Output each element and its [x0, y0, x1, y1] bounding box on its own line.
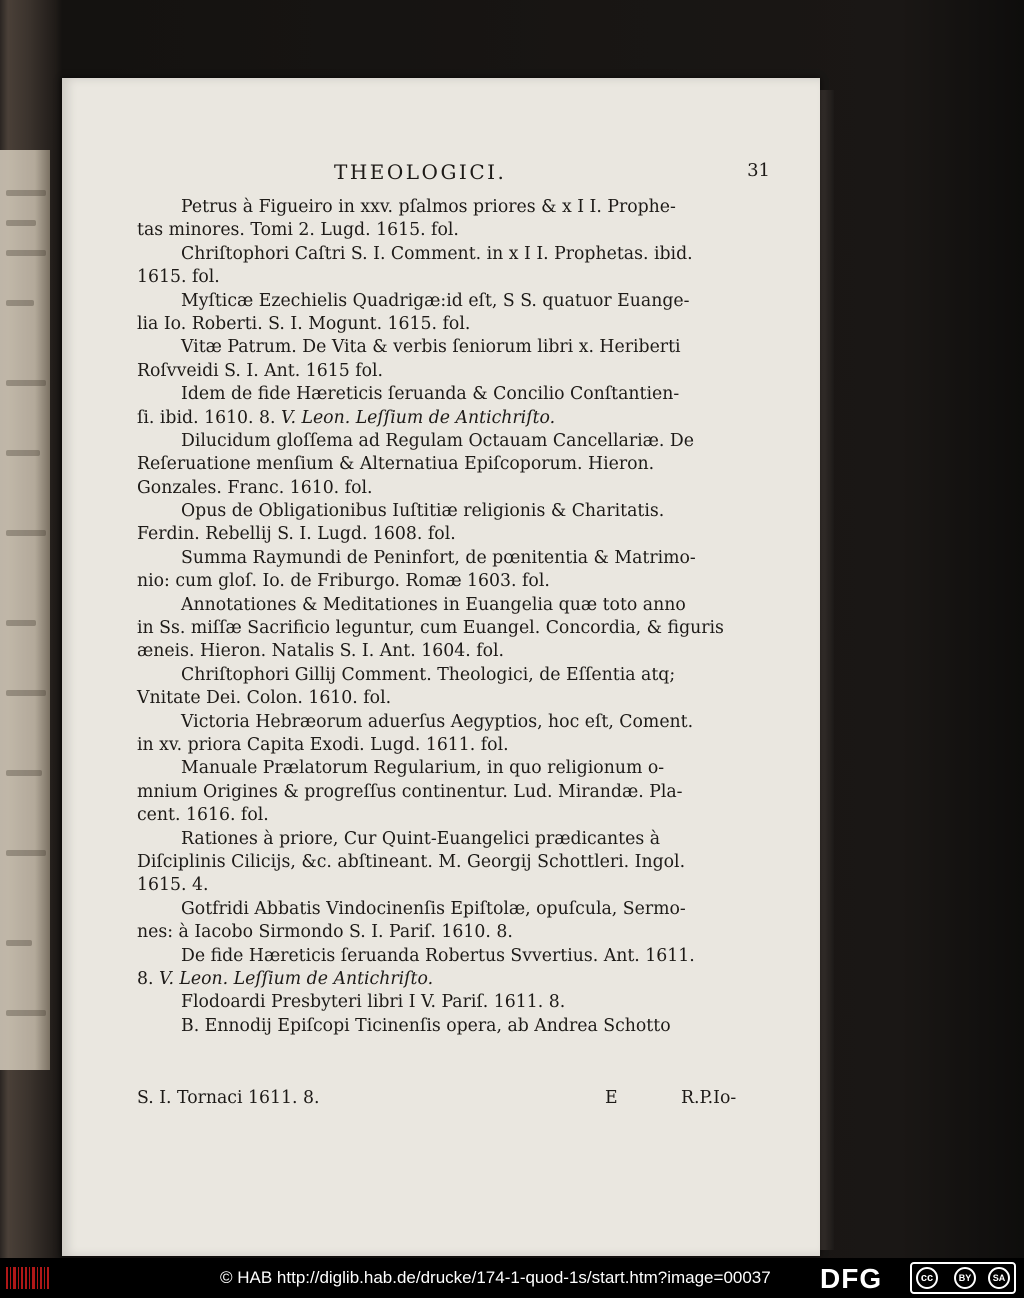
entry-continuation-line: æneis. Hieron. Natalis S. I. Ant. 1604. fol. — [137, 641, 505, 662]
entry-first-line: Chriſtophori Caſtri S. I. Comment. in x I I. Prophetas. ibid. — [181, 243, 693, 264]
text-body — [137, 196, 765, 1038]
entry-first-line: Manuale Prælatorum Regularium, in quo religionum o- — [181, 758, 665, 779]
catalog-entry — [137, 290, 765, 337]
catalog-entry — [137, 991, 765, 1014]
barcode-stripe — [13, 1267, 16, 1289]
by-icon: BY — [954, 1267, 976, 1289]
catalog-entry — [137, 336, 765, 383]
catalog-entry — [137, 711, 765, 758]
license-badge[interactable] — [910, 1262, 1016, 1294]
entry-first-line: B. Ennodij Epiſcopi Ticinenſis opera, ab Andrea Schotto — [181, 1015, 671, 1036]
entry-continuation-line: tas minores. Tomi 2. Lugd. 1615. fol. — [137, 220, 459, 241]
entry-first-line: Petrus à Figueiro in xxv. pſalmos priores & x I I. Prophe- — [181, 197, 676, 217]
barcode-stripe — [21, 1267, 23, 1289]
entry-continuation-line: in xv. priora Capita Exodi. Lugd. 1611. fol. — [137, 734, 509, 755]
cross-reference: V. Leon. Leſſium de Antichriſto. — [281, 407, 556, 428]
catalog-entry — [137, 243, 765, 290]
source-link[interactable]: © HAB http://diglib.hab.de/drucke/174-1-quod-1s/start.htm?image=00037 — [220, 1268, 771, 1287]
book-page — [62, 78, 820, 1256]
catalog-entry — [137, 383, 765, 430]
entry-continuation-line: Ferdin. Rebellij S. I. Lugd. 1608. fol. — [137, 524, 456, 545]
cc-icon: cc — [916, 1267, 938, 1289]
dfg-logo: DFG — [820, 1263, 883, 1294]
entry-first-line: Annotationes & Meditationes in Euangelia quæ toto anno — [181, 594, 686, 615]
signature-mark: E — [605, 1088, 618, 1108]
entry-continuation-line: Roſvveidi S. I. Ant. 1615 fol. — [137, 360, 384, 381]
catalog-entry — [137, 828, 765, 898]
catalog-entry — [137, 898, 765, 945]
page-edge — [820, 90, 834, 1250]
barcode-icon — [6, 1267, 46, 1289]
barcode-stripe — [10, 1267, 11, 1289]
entry-continuation-line: in Ss. miſſæ Sacrificio leguntur, cum Euangel. Concordia, & figuris — [137, 618, 724, 639]
barcode-stripe — [37, 1267, 38, 1289]
entry-first-line: Rationes à priore, Cur Quint-Euangelici prædicantes à — [181, 828, 660, 849]
barcode-stripe — [25, 1267, 27, 1289]
entry-continuation-line: 1615. 4. — [137, 875, 209, 896]
entry-continuation-line: 8. V. Leon. Leſſium de Antichriſto. — [137, 968, 434, 989]
entry-first-line: Flodoardi Presbyteri libri I V. Pariſ. 1611. 8. — [181, 992, 566, 1013]
entry-continuation-line: Diſciplinis Cilicijs, &c. abſtineant. M. Georgij Schottleri. Ingol. — [137, 851, 686, 872]
barcode-stripe — [47, 1267, 49, 1289]
barcode-stripe — [18, 1267, 19, 1289]
entry-continuation-line: mnium Origines & progreſſus continentur. Lud. Mirandæ. Pla- — [137, 781, 683, 802]
signature-line-text: S. I. Tornaci 1611. 8. — [137, 1088, 320, 1108]
entry-continuation-line: nes: à Iacobo Sirmondo S. I. Pariſ. 1610. 8. — [137, 922, 513, 943]
page-title: THEOLOGICI. — [334, 160, 507, 184]
entry-first-line: Summa Raymundi de Peninfort, de pœnitentia & Matrimo- — [181, 547, 696, 568]
catalog-entry — [137, 945, 765, 992]
entry-first-line: Opus de Obligationibus Iuſtitiæ religionis & Charitatis. — [181, 501, 665, 522]
catalog-entry — [137, 1015, 765, 1038]
footer-bar — [0, 1258, 1024, 1298]
entry-continuation-line: cent. 1616. fol. — [137, 805, 269, 826]
entry-continuation-line: lia Io. Roberti. S. I. Mogunt. 1615. fol. — [137, 313, 471, 334]
entry-continuation-line: nio: cum gloſ. Io. de Friburgo. Romæ 1603. fol. — [137, 571, 550, 592]
barcode-stripe — [6, 1267, 8, 1289]
cross-reference: V. Leon. Leſſium de Antichriſto. — [158, 968, 434, 989]
entry-first-line: De fide Hæreticis ſeruanda Robertus Svvertius. Ant. 1611. — [181, 945, 695, 966]
catalog-entry — [137, 757, 765, 827]
page-number: 31 — [747, 160, 770, 181]
barcode-stripe — [44, 1267, 45, 1289]
barcode-stripe — [29, 1267, 30, 1289]
entry-first-line: Idem de fide Hæreticis ſeruanda & Concilio Conſtantien- — [181, 384, 680, 405]
barcode-stripe — [32, 1267, 35, 1289]
entry-first-line: Victoria Hebræorum aduerſus Aegyptios, hoc eſt, Coment. — [181, 711, 694, 732]
entry-first-line: Dilucidum gloſſema ad Regulam Octauam Cancellariæ. De — [181, 430, 694, 451]
catalog-entry — [137, 664, 765, 711]
entry-continuation-line: Reſeruatione menſium & Alternatiua Epiſcoporum. Hieron. — [137, 454, 655, 475]
entry-first-line: Chriſtophori Gillij Comment. Theologici, de Eſſentia atq; — [181, 664, 676, 685]
entry-continuation-line: 1615. fol. — [137, 267, 220, 288]
entry-continuation-line: Gonzales. Franc. 1610. fol. — [137, 477, 373, 498]
barcode-stripe — [40, 1267, 42, 1289]
running-header — [334, 160, 770, 184]
catalog-entry — [137, 196, 765, 243]
catchword: R.P.Io- — [681, 1088, 737, 1108]
sa-icon: SA — [988, 1267, 1010, 1289]
catalog-entry — [137, 594, 765, 664]
entry-first-line: Gotfridi Abbatis Vindocinenſis Epiſtolæ, opuſcula, Sermo- — [181, 898, 686, 919]
signature-line — [137, 1088, 767, 1112]
entry-continuation-line: Vnitate Dei. Colon. 1610. fol. — [137, 688, 392, 709]
catalog-entry — [137, 500, 765, 547]
entry-first-line: Vitæ Patrum. De Vita & verbis ſeniorum libri x. Heriberti — [181, 337, 681, 358]
catalog-entry — [137, 547, 765, 594]
catalog-entry — [137, 430, 765, 500]
entry-first-line: Myſticæ Ezechielis Quadrigæ:id eſt, S S. quatuor Euange- — [181, 290, 690, 311]
facing-page-edge — [0, 150, 50, 1070]
entry-continuation-line: ſi. ibid. 1610. 8. V. Leon. Leſſium de Antichriſto. — [137, 407, 556, 428]
